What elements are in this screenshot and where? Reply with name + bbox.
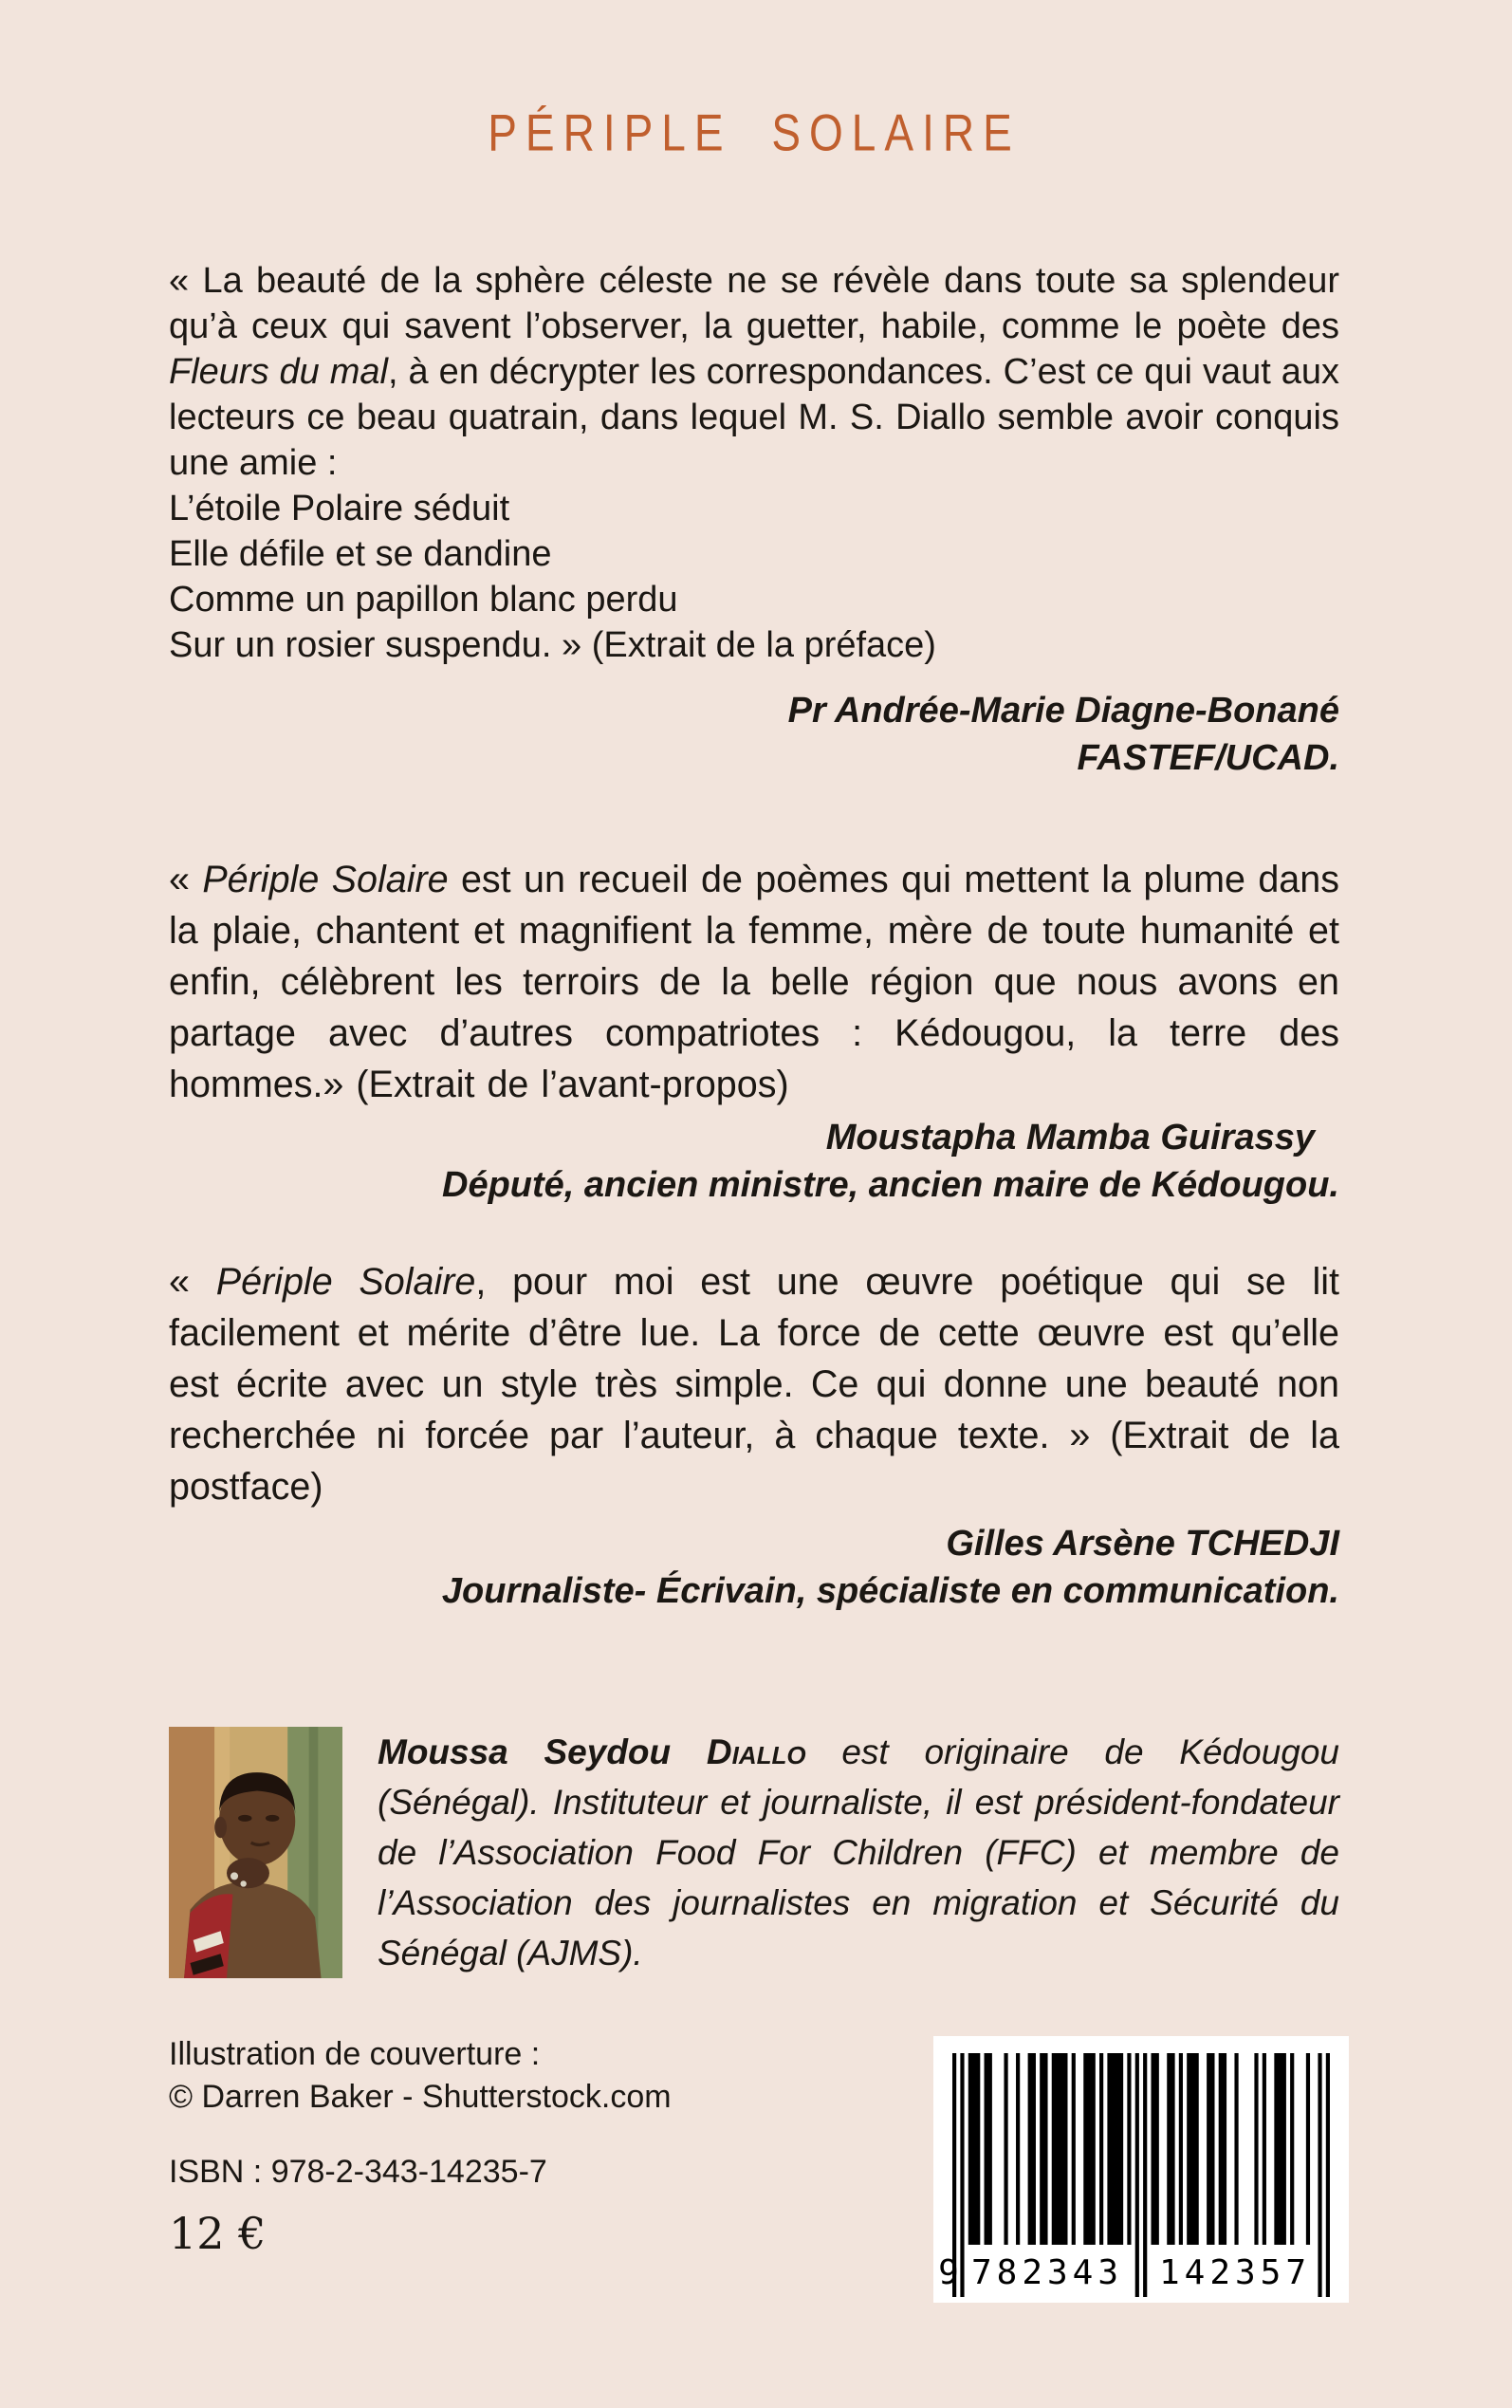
periple-solaire-title: Périple Solaire xyxy=(202,859,449,900)
postface-quote-rest: , pour moi est une œuvre poétique qui se lit facilement et mérite d’être lue. La force de cette œuvre est qu’elle est écrite avec un style très simple. Ce qui donne une beauté non recherchée ni forcée par l’auteur, à chaque texte. » (Extrait de la postface) xyxy=(169,1261,1339,1508)
postface-quote-open: « xyxy=(169,1261,216,1303)
preface-quote xyxy=(169,258,1339,486)
price-text: 12 € xyxy=(169,2208,267,2259)
preface-author-affiliation: FASTEF/UCAD. xyxy=(1077,738,1339,778)
barcode-number xyxy=(938,2251,1330,2295)
avant-propos-attribution xyxy=(169,1114,1339,1209)
isbn-text: ISBN : 978-2-343-14235-7 xyxy=(169,2154,547,2190)
author-first-names: Moussa Seydou xyxy=(378,1732,707,1771)
illustration-credit-label: Illustration de couverture : xyxy=(169,2036,541,2072)
preface-attribution xyxy=(169,687,1339,782)
author-bio-section xyxy=(169,1727,1339,1978)
author-bio-body: est originaire de Kédougou (Sénégal). Instituteur et journaliste, il est président-fondateur de l’Association Food For Children (FFC) et membre de l’Association des journalistes en migration et Sécurité du Sénégal (AJMS). xyxy=(378,1732,1340,1973)
postface-author-name: Gilles Arsène TCHEDJI xyxy=(946,1524,1339,1564)
postface-author-role: Journaliste- Écrivain, spécialiste en communication. xyxy=(441,1571,1339,1611)
preface-quote-rest: , à en décrypter les correspondances. C’est ce qui vaut aux lecteurs ce beau quatrain, dans lequel M. S. Diallo semble avoir conquis une amie : xyxy=(169,352,1339,483)
illustration-credit-text: © Darren Baker - Shutterstock.com xyxy=(169,2079,672,2115)
avant-propos-quote-rest: est un recueil de poèmes qui mettent la plume dans la plaie, chantent et magnifient la femme, mère de toute humanité et enfin, célèbrent les terroirs de la belle région que nous avons en partage avec d’autres compatriotes : Kédougou, la terre des hommes.» (Extrait de l’avant-propos) xyxy=(169,859,1339,1105)
preface-quote-open: « La beauté de la sphère céleste ne se révèle dans toute sa splendeur qu’à ceux qui savent l’observer, la guetter, habile, comme le poète des xyxy=(169,261,1339,346)
poem-line: L’étoile Polaire séduit xyxy=(169,489,510,528)
barcode-group-1: 782343 xyxy=(970,2253,1124,2292)
barcode-lead-digit: 9 xyxy=(938,2253,959,2292)
author-surname: Diallo xyxy=(706,1732,806,1771)
barcode-group-2: 142357 xyxy=(1158,2253,1312,2292)
author-bio-text xyxy=(378,1727,1339,1978)
avant-propos-author-role: Député, ancien ministre, ancien maire de Kédougou. xyxy=(442,1165,1339,1205)
quatrain xyxy=(169,486,1339,668)
book-title: PÉRIPLE SOLAIRE xyxy=(488,103,1021,162)
barcode-panel xyxy=(933,2036,1349,2303)
postface-quote xyxy=(169,1256,1339,1512)
poem-line: Elle défile et se dandine xyxy=(169,534,552,574)
postface-attribution xyxy=(169,1520,1339,1615)
poem-line: Comme un papillon blanc perdu xyxy=(169,580,678,620)
fleurs-du-mal-title: Fleurs du mal xyxy=(169,352,388,392)
periple-solaire-title: Périple Solaire xyxy=(215,1261,476,1303)
poem-line: Sur un rosier suspendu. » (Extrait de la préface) xyxy=(169,625,936,665)
avant-propos-quote xyxy=(169,854,1339,1110)
preface-author-name: Pr Andrée-Marie Diagne-Bonané xyxy=(787,691,1339,731)
author-photo xyxy=(169,1727,342,1978)
avant-propos-quote-open: « xyxy=(169,859,203,900)
avant-propos-author-name: Moustapha Mamba Guirassy xyxy=(825,1118,1315,1158)
